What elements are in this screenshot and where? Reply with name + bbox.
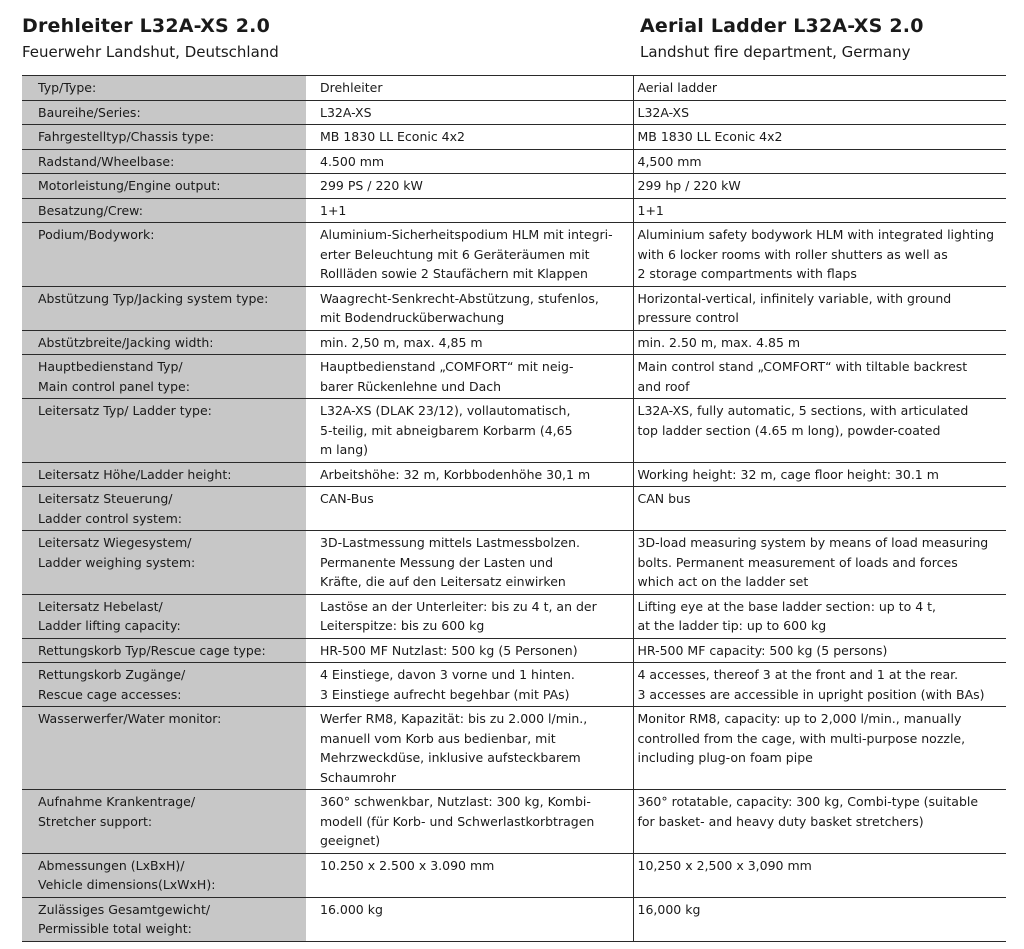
english-subtitle: Landshut fire department, Germany <box>640 43 911 61</box>
spec-row <box>22 897 1006 941</box>
german-title: Drehleiter L32A-XS 2.0 <box>22 15 271 37</box>
spec-value-de: Drehleiter <box>306 76 633 101</box>
spec-label: Abstützbreite/Jacking width: <box>22 330 306 355</box>
spec-value-en: L32A-XS, fully automatic, 5 sections, with articulated top ladder section (4.65 m long), powder-coated <box>633 399 1006 463</box>
spec-value-de: 360° schwenkbar, Nutzlast: 300 kg, Kombi- modell (für Korb- und Schwerlastkorbtragen geeignet) <box>306 790 633 854</box>
spec-row <box>22 76 1006 101</box>
spec-value-en: 1+1 <box>633 198 1006 223</box>
spec-row <box>22 149 1006 174</box>
spec-value-en: 16,000 kg <box>633 897 1006 941</box>
spec-value-en: L32A-XS <box>633 100 1006 125</box>
spec-label: Leitersatz Wiegesystem/ Ladder weighing system: <box>22 531 306 595</box>
spec-value-de: MB 1830 LL Econic 4x2 <box>306 125 633 150</box>
spec-value-de: Lastöse an der Unterleiter: bis zu 4 t, an der Leiterspitze: bis zu 600 kg <box>306 594 633 638</box>
spec-value-de: Waagrecht-Senkrecht-Abstützung, stufenlos, mit Bodendrucküberwachung <box>306 286 633 330</box>
spec-label: Rettungskorb Zugänge/ Rescue cage accesses: <box>22 663 306 707</box>
spec-value-en: 360° rotatable, capacity: 300 kg, Combi-type (suitable for basket- and heavy duty basket stretchers) <box>633 790 1006 854</box>
spec-label: Leitersatz Steuerung/ Ladder control system: <box>22 487 306 531</box>
spec-table <box>22 75 1006 942</box>
spec-value-de: L32A-XS <box>306 100 633 125</box>
spec-value-de: 4.500 mm <box>306 149 633 174</box>
spec-label: Leitersatz Hebelast/ Ladder lifting capacity: <box>22 594 306 638</box>
spec-row <box>22 355 1006 399</box>
spec-label: Rettungskorb Typ/Rescue cage type: <box>22 638 306 663</box>
spec-value-de: Hauptbedienstand „COMFORT“ mit neig- barer Rückenlehne und Dach <box>306 355 633 399</box>
spec-row <box>22 223 1006 287</box>
spec-row <box>22 707 1006 790</box>
spec-row <box>22 638 1006 663</box>
spec-row <box>22 286 1006 330</box>
spec-label: Typ/Type: <box>22 76 306 101</box>
spec-row <box>22 198 1006 223</box>
spec-value-de: 16.000 kg <box>306 897 633 941</box>
spec-value-en: min. 2.50 m, max. 4.85 m <box>633 330 1006 355</box>
german-header <box>22 13 279 62</box>
spec-row <box>22 487 1006 531</box>
spec-value-de: Arbeitshöhe: 32 m, Korbbodenhöhe 30,1 m <box>306 462 633 487</box>
spec-value-en: 4 accesses, thereof 3 at the front and 1 at the rear. 3 accesses are accessible in upright position (with BAs) <box>633 663 1006 707</box>
spec-value-en: Lifting eye at the base ladder section: up to 4 t, at the ladder tip: up to 600 kg <box>633 594 1006 638</box>
spec-value-en: 10,250 x 2,500 x 3,090 mm <box>633 853 1006 897</box>
spec-value-de: HR-500 MF Nutzlast: 500 kg (5 Personen) <box>306 638 633 663</box>
spec-row <box>22 531 1006 595</box>
spec-row <box>22 462 1006 487</box>
spec-value-de: Aluminium-Sicherheitspodium HLM mit integri- erter Beleuchtung mit 6 Geräteräumen mit Rollläden sowie 2 Staufächern mit Klappen <box>306 223 633 287</box>
spec-row <box>22 125 1006 150</box>
spec-value-en: Aerial ladder <box>633 76 1006 101</box>
spec-row <box>22 663 1006 707</box>
spec-value-en: 299 hp / 220 kW <box>633 174 1006 199</box>
spec-value-en: CAN bus <box>633 487 1006 531</box>
spec-label: Baureihe/Series: <box>22 100 306 125</box>
spec-value-de: 299 PS / 220 kW <box>306 174 633 199</box>
spec-label: Hauptbedienstand Typ/ Main control panel type: <box>22 355 306 399</box>
spec-label: Radstand/Wheelbase: <box>22 149 306 174</box>
spec-label: Leitersatz Höhe/Ladder height: <box>22 462 306 487</box>
spec-value-en: Monitor RM8, capacity: up to 2,000 l/min., manually controlled from the cage, with multi-purpose nozzle, including plug-on foam pipe <box>633 707 1006 790</box>
spec-label: Aufnahme Krankentrage/ Stretcher support: <box>22 790 306 854</box>
spec-row <box>22 330 1006 355</box>
spec-label: Motorleistung/Engine output: <box>22 174 306 199</box>
spec-value-de: 1+1 <box>306 198 633 223</box>
spec-row <box>22 790 1006 854</box>
spec-value-en: MB 1830 LL Econic 4x2 <box>633 125 1006 150</box>
spec-value-en: Horizontal-vertical, infinitely variable, with ground pressure control <box>633 286 1006 330</box>
spec-value-en: Main control stand „COMFORT“ with tiltable backrest and roof <box>633 355 1006 399</box>
spec-label: Leitersatz Typ/ Ladder type: <box>22 399 306 463</box>
spec-label: Besatzung/Crew: <box>22 198 306 223</box>
spec-value-de: L32A-XS (DLAK 23/12), vollautomatisch, 5-teilig, mit abneigbarem Korbarm (4,65 m lang) <box>306 399 633 463</box>
spec-label: Wasserwerfer/Water monitor: <box>22 707 306 790</box>
english-header <box>640 13 924 62</box>
spec-row <box>22 853 1006 897</box>
spec-label: Abstützung Typ/Jacking system type: <box>22 286 306 330</box>
spec-value-de: min. 2,50 m, max. 4,85 m <box>306 330 633 355</box>
spec-row <box>22 594 1006 638</box>
spec-value-en: 3D-load measuring system by means of load measuring bolts. Permanent measurement of loads and forces which act on the ladder set <box>633 531 1006 595</box>
spec-row <box>22 100 1006 125</box>
spec-label: Podium/Bodywork: <box>22 223 306 287</box>
german-subtitle: Feuerwehr Landshut, Deutschland <box>22 43 279 61</box>
spec-value-en: HR-500 MF capacity: 500 kg (5 persons) <box>633 638 1006 663</box>
spec-label: Fahrgestelltyp/Chassis type: <box>22 125 306 150</box>
spec-value-de: 4 Einstiege, davon 3 vorne und 1 hinten. 3 Einstiege aufrecht begehbar (mit PAs) <box>306 663 633 707</box>
spec-value-de: 10.250 x 2.500 x 3.090 mm <box>306 853 633 897</box>
spec-value-de: CAN-Bus <box>306 487 633 531</box>
spec-value-de: Werfer RM8, Kapazität: bis zu 2.000 l/min., manuell vom Korb aus bedienbar, mit Mehrzweckdüse, inklusive aufsteckbarem Schaumrohr <box>306 707 633 790</box>
spec-label: Zulässiges Gesamtgewicht/ Permissible total weight: <box>22 897 306 941</box>
spec-row <box>22 174 1006 199</box>
spec-row <box>22 399 1006 463</box>
spec-value-en: 4,500 mm <box>633 149 1006 174</box>
spec-value-de: 3D-Lastmessung mittels Lastmessbolzen. Permanente Messung der Lasten und Kräfte, die auf den Leitersatz einwirken <box>306 531 633 595</box>
spec-label: Abmessungen (LxBxH)/ Vehicle dimensions(LxWxH): <box>22 853 306 897</box>
spec-table-body <box>22 76 1006 942</box>
spec-value-en: Working height: 32 m, cage floor height: 30.1 m <box>633 462 1006 487</box>
english-title: Aerial Ladder L32A-XS 2.0 <box>640 15 924 37</box>
spec-value-en: Aluminium safety bodywork HLM with integrated lighting with 6 locker rooms with roller shutters as well as 2 storage compartments with flaps <box>633 223 1006 287</box>
